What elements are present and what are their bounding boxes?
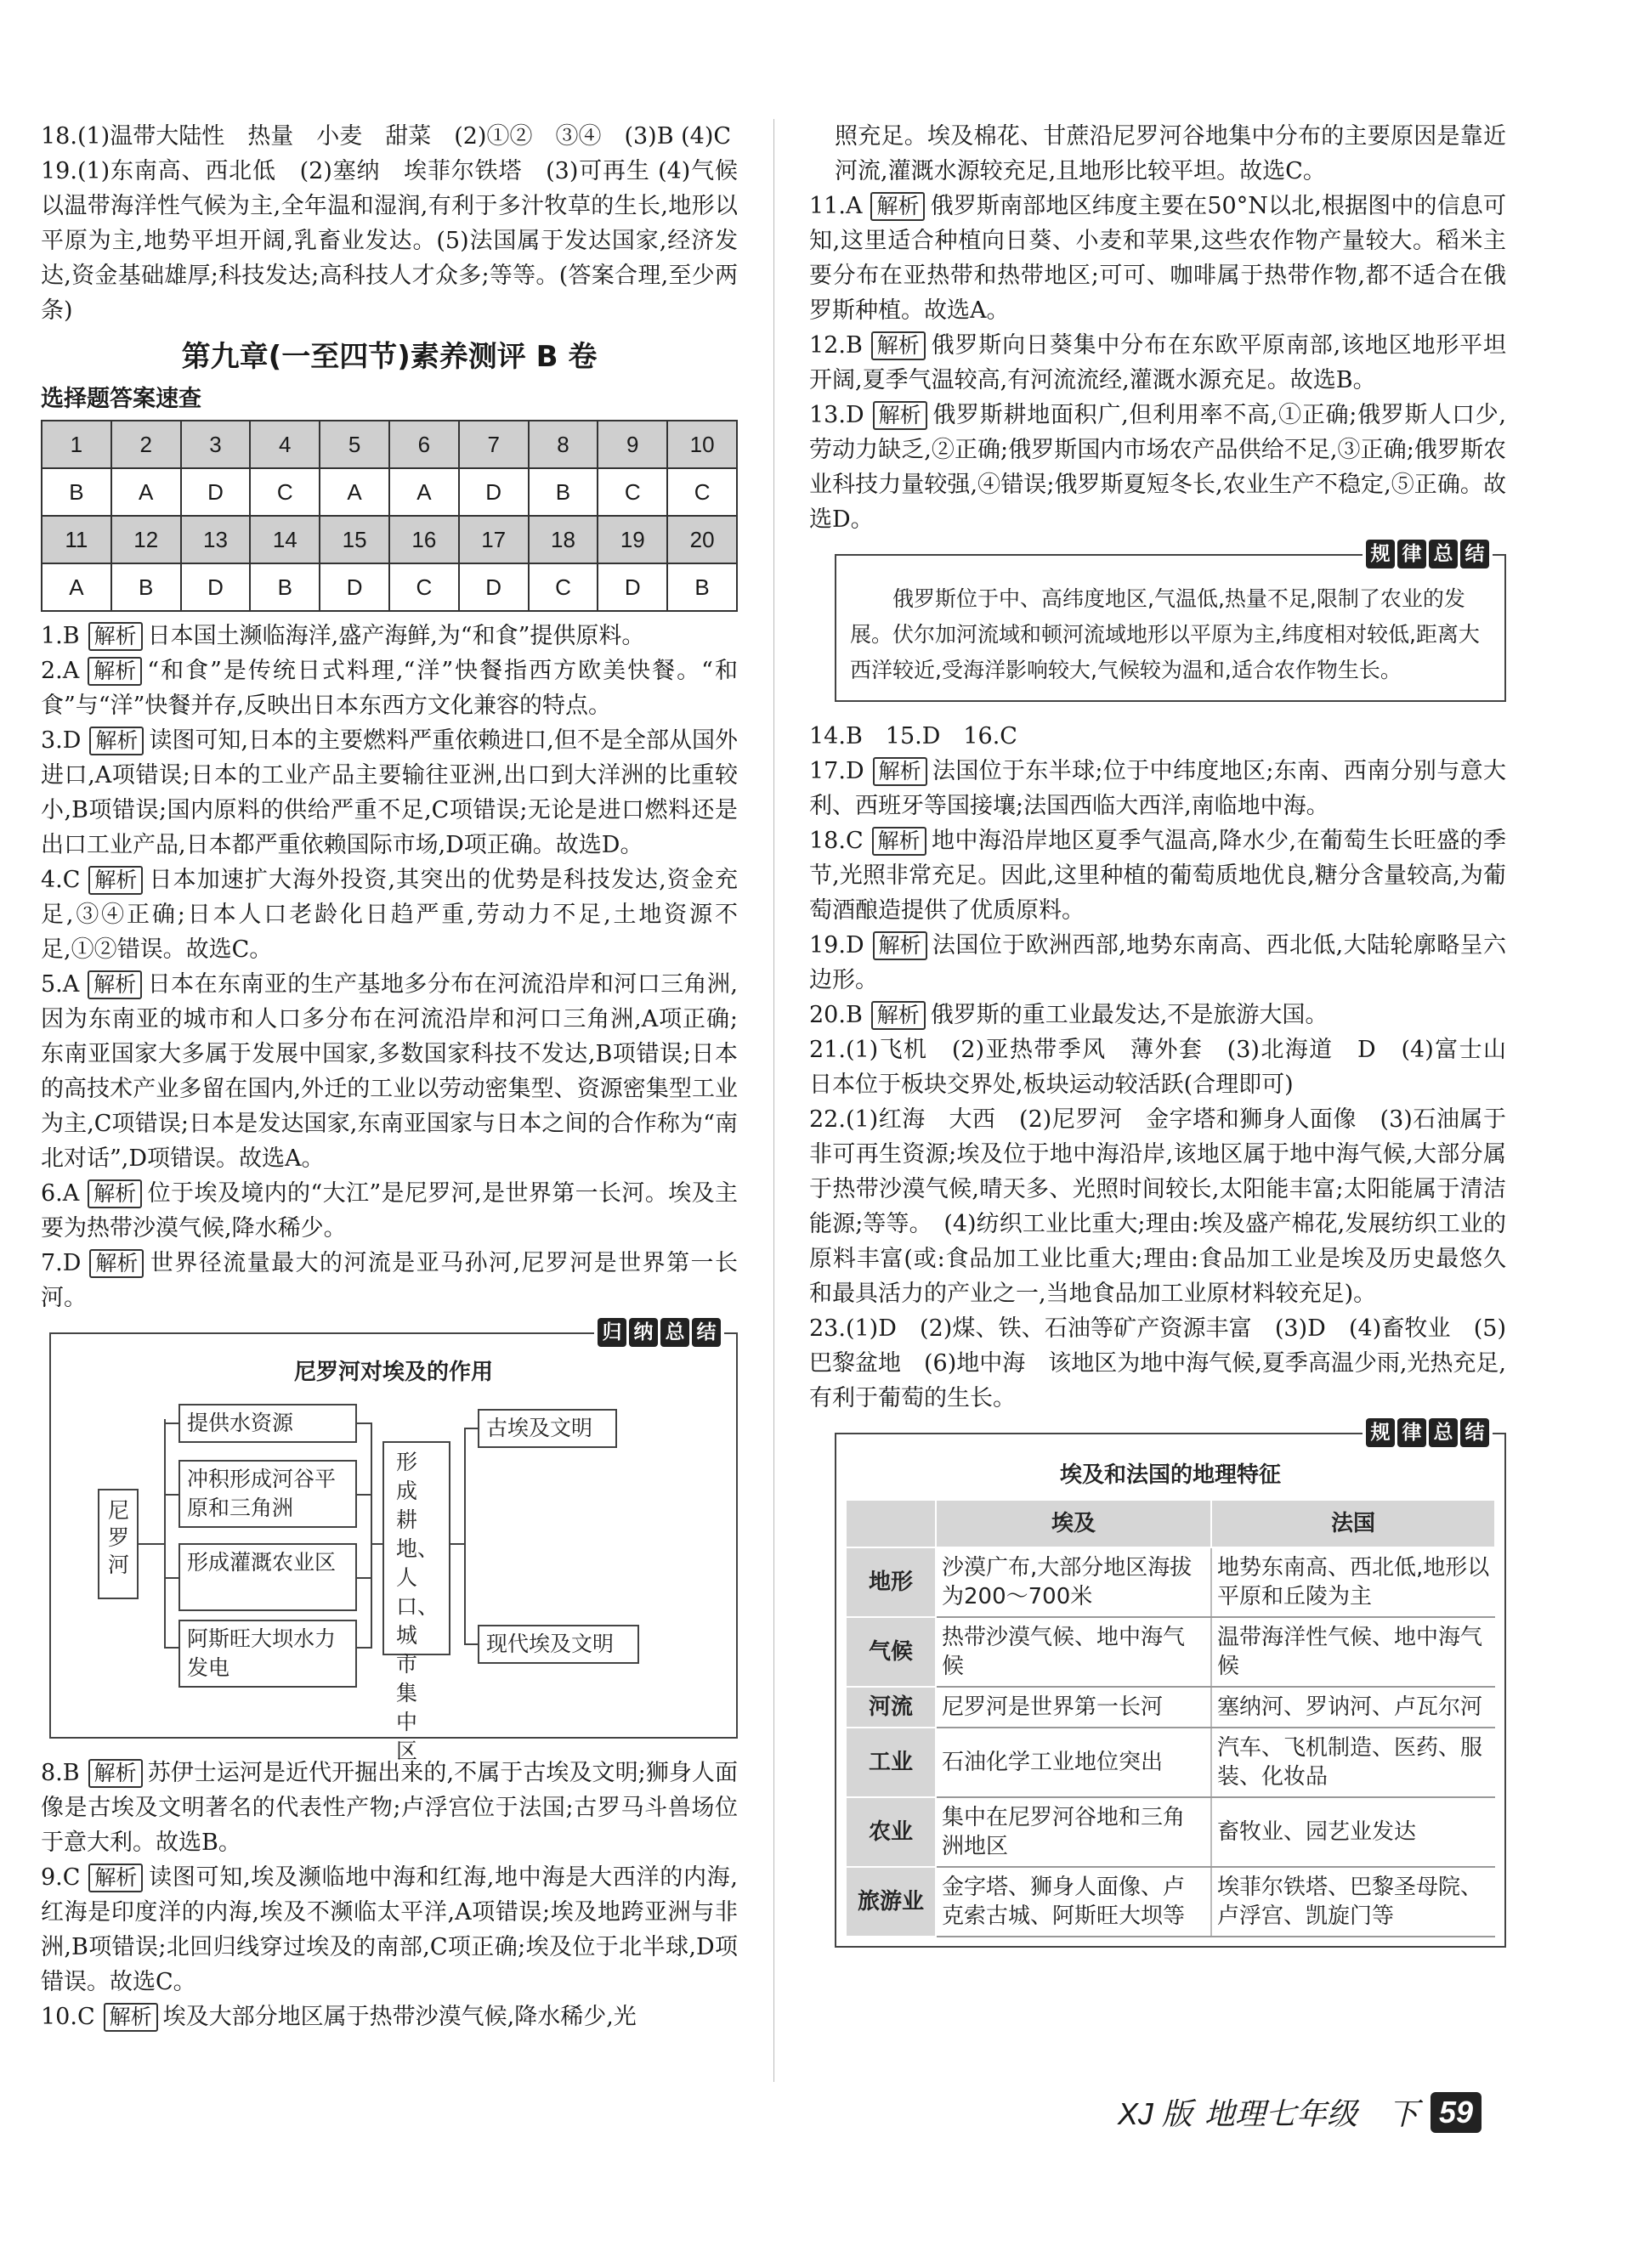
- connector: [357, 1422, 371, 1424]
- answer-10-continued: 照充足。埃及棉花、甘蔗沿尼罗河谷地集中分布的主要原因是靠近河流,灌溉水源较充足,且地形比较平坦。故选C。: [835, 123, 1506, 184]
- summary-badge: 规 律 总 结: [1363, 540, 1493, 568]
- page-footer: [1118, 2090, 1482, 2134]
- analysis-tag: 解析: [871, 331, 926, 360]
- diagram-result: 现代埃及文明: [478, 1625, 639, 1664]
- diagram-title: 尼罗河对埃及的作用: [293, 1360, 493, 1385]
- answer-18-b: 18.C 解析 地中海沿岸地区夏季气温高,降水少,在葡萄生长旺盛的季节,光照非常充足。因此,这里种植的葡萄质地优良,糖分含量较高,为葡萄酒酿造提供了优质原料。: [809, 828, 1506, 924]
- answer-4: 4.C 解析 日本加速扩大海外投资,其突出的优势是科技发达,资金充足,③④正确;日本人口老龄化日趋严重,劳动力不足,土地资源不足,①②错误。故选C。: [41, 867, 738, 963]
- right-column: [809, 119, 1529, 1965]
- answer-6: 6.A 解析 位于埃及境内的“大江”是尼罗河,是世界第一长河。埃及主要为热带沙漠气候,降水稀少。: [41, 1180, 738, 1241]
- answer-18: 18.(1)温带大陆性 热量 小麦 甜菜 (2)①② ③④ (3)B (4)C: [41, 123, 732, 150]
- analysis-tag: 解析: [873, 757, 927, 786]
- answer-key-table: 1 2 3 4 5 6 7 8 9 10 B A D C A A D B C C 11 12 13 14 15 16 17 18 19 20 A B D B D C D C D B: [41, 420, 738, 612]
- analysis-tag: 解析: [89, 727, 144, 755]
- features-title: 埃及和法国的地理特征: [1059, 1462, 1281, 1488]
- column-divider: [773, 119, 774, 2082]
- chapter-title: 第九章(一至四节)素养测评 B 卷: [181, 340, 598, 374]
- diagram-effect: 形成灌溉农业区: [178, 1543, 357, 1611]
- diagram-result: 古埃及文明: [478, 1409, 617, 1448]
- item-number: 18.: [41, 123, 77, 150]
- table-row: 旅游业 金字塔、狮身人面像、卢克索古城、阿斯旺大坝等 埃菲尔铁塔、巴黎圣母院、卢浮宫、凯旋门等: [846, 1867, 1495, 1937]
- diagram-root: 尼罗河: [98, 1489, 139, 1599]
- connector: [357, 1647, 371, 1649]
- connector: [372, 1543, 382, 1545]
- answer-10: 10.C 解析 埃及大部分地区属于热带沙漠气候,降水稀少,光: [41, 2004, 637, 2030]
- analysis-tag: 解析: [104, 2003, 158, 2032]
- item-number: 19.: [41, 158, 77, 184]
- table-row: 河流 尼罗河是世界第一长河 塞纳河、罗讷河、卢瓦尔河: [846, 1687, 1495, 1728]
- answer-20: 20.B 解析 俄罗斯的重工业最发达,不是旅游大国。: [809, 1002, 1329, 1028]
- subject-label: 地理七年级 下: [1204, 2096, 1419, 2131]
- summary-text: 俄罗斯位于中、高纬度地区,气温低,热量不足,限制了农业的发展。伏尔加河流域和顿河流域地形以平原为主,纬度相对较低,距离大西洋较近,受海洋影响较大,气候较为温和,适合农作物生长。: [850, 586, 1480, 682]
- connector: [466, 1643, 478, 1645]
- column-header-france: 法国: [1211, 1500, 1495, 1547]
- answer-23: 23.(1)D (2)煤、铁、石油等矿产资源丰富 (3)D (4)畜牧业 (5)巴黎盆地 (6)地中海 该地区为地中海气候,夏季高温少雨,光热充足,有利于葡萄的生长。: [809, 1315, 1506, 1411]
- diagram-effect: 提供水资源: [178, 1404, 357, 1443]
- analysis-tag: 解析: [88, 1864, 143, 1892]
- analysis-tag: 解析: [870, 192, 925, 221]
- analysis-tag: 解析: [873, 931, 927, 960]
- column-header-egypt: 埃及: [936, 1500, 1211, 1547]
- answer-7: 7.D 解析 世界径流量最大的河流是亚马孙河,尼罗河是世界第一长河。: [41, 1250, 738, 1311]
- connector: [164, 1419, 166, 1649]
- answer-9: 9.C 解析 读图可知,埃及濒临地中海和红海,地中海是大西洋的内海,红海是印度洋的内海,埃及不濒临太平洋,A项错误;埃及地跨亚洲与非洲,B项错误;北回归线穿过埃及的南部,C项正确;埃及位于北半球,D项错误。故选C。: [41, 1864, 738, 1995]
- connector: [466, 1428, 478, 1429]
- table-row: 农业 集中在尼罗河谷地和三角洲地区 畜牧业、园艺业发达: [846, 1797, 1495, 1867]
- answer-11: 11.A 解析 俄罗斯南部地区纬度主要在50°N以北,根据图中的信息可知,这里适合种植向日葵、小麦和苹果,这些农作物产量较大。稻米主要分布在亚热带和热带地区;可可、咖啡属于热带作物,都不适合在俄罗斯种植。故选A。: [809, 193, 1506, 324]
- answer-5: 5.A 解析 日本在东南亚的生产基地多分布在河流沿岸和河口三角洲,因为东南亚的城市和人口多分布在河流沿岸和河口三角洲,A项正确;东南亚国家大多属于发展中国家,多数国家科技不发达,B项错误;日本的高技术产业多留在国内,外迁的工业以劳动密集型、资源密集型工业为主,C项错误;日本是发达国家,东南亚国家与日本之间的合作称为“南北对话”,D项错误。故选A。: [41, 971, 738, 1172]
- analysis-tag: 解析: [873, 401, 927, 430]
- connector: [139, 1543, 164, 1545]
- edition-label: XJ 版: [1117, 2096, 1193, 2131]
- diagram-middle: 形成耕地、人口、城市集中区: [382, 1441, 450, 1655]
- answer-2: 2.A 解析 “和食”是传统日式料理,“洋”快餐指西方欧美快餐。“和食”与“洋”快餐并存,反映出日本东西方文化兼容的特点。: [41, 658, 738, 719]
- answer-13: 13.D 解析 俄罗斯耕地面积广,但利用率不高,①正确;俄罗斯人口少,劳动力缺乏,②正确;俄罗斯国内市场农产品供给不足,③正确;俄罗斯农业科技力量较强,④错误;俄罗斯夏短冬长,农业生产不稳定,⑤正确。故选D。: [809, 402, 1506, 533]
- answer-19-b: 19.D 解析 法国位于欧洲西部,地势东南高、西北低,大陆轮廓略呈六边形。: [809, 932, 1506, 993]
- connector: [166, 1647, 178, 1649]
- answers-14-16: 14.B 15.D 16.C: [809, 723, 1017, 749]
- answer-key-title: 选择题答案速查: [41, 386, 201, 412]
- analysis-tag: 解析: [88, 970, 142, 999]
- summary-badge: 归 纳 总 结: [594, 1318, 724, 1347]
- connector: [464, 1428, 466, 1645]
- table-row: 气候 热带沙漠气候、地中海气候 温带海洋性气候、地中海气候: [846, 1617, 1495, 1687]
- connector: [166, 1494, 178, 1496]
- answer-21: 21.(1)飞机 (2)亚热带季风 薄外套 (3)北海道 D (4)富士山 日本位于板块交界处,板块运动较活跃(合理即可): [809, 1037, 1529, 1098]
- answer-1: 1.B 解析 日本国土濒临海洋,盛产海鲜,为“和食”提供原料。: [41, 623, 645, 649]
- analysis-tag: 解析: [872, 827, 926, 856]
- analysis-tag: 解析: [89, 1249, 144, 1278]
- analysis-tag: 解析: [88, 1179, 142, 1208]
- egypt-france-summary-box: [835, 1422, 1506, 1948]
- connector: [357, 1494, 371, 1496]
- left-column: [41, 119, 738, 2034]
- answer-22: 22.(1)红海 大西 (2)尼罗河 金字塔和狮身人面像 (3)石油属于非可再生资源;埃及位于地中海沿岸,该地区属于地中海气候,大部分属于热带沙漠气候,晴天多、光照时间较长,太阳能丰富;太阳能属于清洁能源;等等。 (4)纺织工业比重大;理由:埃及盛产棉花,发展纺织工业的原料丰富(或:食品加工业比重大;理由:食品加工业是埃及历史最悠久和最具活力的产业之一,当地食品加工业原材料较充足)。: [809, 1106, 1506, 1307]
- table-row: 工业 石油化学工业地位突出 汽车、飞机制造、医药、服装、化妆品: [846, 1728, 1495, 1797]
- answer-12: 12.B 解析 俄罗斯向日葵集中分布在东欧平原南部,该地区地形平坦开阔,夏季气温较高,有河流流经,灌溉水源充足。故选B。: [809, 332, 1506, 393]
- summary-badge: 规 律 总 结: [1363, 1418, 1493, 1447]
- connector: [166, 1422, 178, 1424]
- page-number: 59: [1431, 2092, 1482, 2133]
- analysis-tag: 解析: [88, 866, 143, 895]
- answer-3: 3.D 解析 读图可知,日本的主要燃料严重依赖进口,但不是全部从国外进口,A项错误;日本的工业产品主要输往亚洲,出口到大洋洲的比重较小,B项错误;国内原料的供给严重不足,C项错误;无论是进口燃料还是出口工业产品,日本都严重依赖国际市场,D项正确。故选D。: [41, 727, 738, 858]
- russia-summary-box: [835, 543, 1506, 702]
- connector: [371, 1422, 372, 1649]
- features-table: [845, 1499, 1496, 1937]
- answer-17: 17.D 解析 法国位于东半球;位于中纬度地区;东南、西南分别与意大利、西班牙等国接壤;法国西临大西洋,南临地中海。: [809, 758, 1506, 819]
- diagram-effect: 阿斯旺大坝水力发电: [178, 1620, 357, 1688]
- nile-summary-box: [49, 1321, 738, 1763]
- analysis-tag: 解析: [871, 1001, 926, 1030]
- connector: [357, 1577, 371, 1579]
- connector: [450, 1543, 464, 1545]
- answer-19: 19.(1)东南高、西北低 (2)塞纳 埃菲尔铁塔 (3)可再生 (4)气候以温带海洋性气候为主,全年温和湿润,有利于多汁牧草的生长,地形以平原为主,地势平坦开阔,乳畜业发达。(5)法国属于发达国家,经济发达,资金基础雄厚;科技发达;高科技人才众多;等等。(答案合理,至少两条): [41, 158, 738, 324]
- answer-8: 8.B 解析 苏伊士运河是近代开掘出来的,不属于古埃及文明;狮身人面像是古埃及文明著名的代表性产物;卢浮宫位于法国;古罗马斗兽场位于意大利。故选B。: [41, 1760, 738, 1856]
- diagram-effect: 冲积形成河谷平原和三角洲: [178, 1460, 357, 1528]
- table-row: 地形 沙漠广布,大部分地区海拔为200～700米 地势东南高、西北低,地形以平原和丘陵为主: [846, 1547, 1495, 1617]
- analysis-tag: 解析: [88, 622, 143, 651]
- connector: [166, 1577, 178, 1579]
- analysis-tag: 解析: [88, 657, 142, 686]
- analysis-tag: 解析: [88, 1759, 143, 1788]
